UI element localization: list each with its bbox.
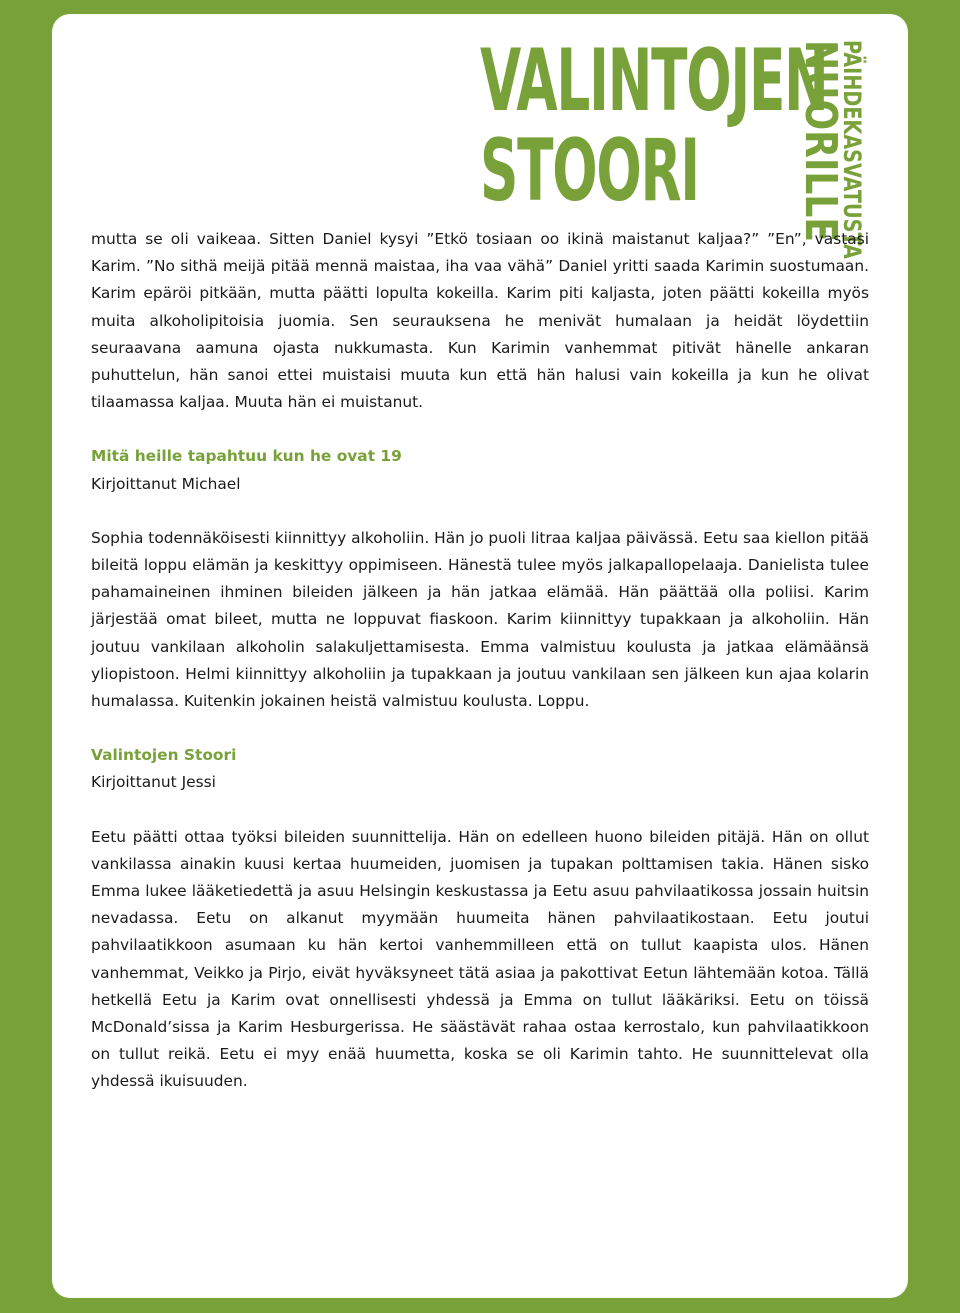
document-body — [91, 226, 869, 1096]
story2-title: Valintojen Stoori — [91, 746, 237, 765]
logo-vertical-nuorille: NUORILLE — [795, 40, 846, 243]
story1-title: Mitä heille tapahtuu kun he ovat 19 — [91, 447, 402, 466]
logo-vertical-paihdekasvatusta: PÄIHDEKASVATUSTA — [838, 40, 866, 259]
story1-author: Kirjoittanut Michael — [91, 474, 241, 493]
intro-paragraph: mutta se oli vaikeaa. Sitten Daniel kysyi ”Etkö tosiaan oo ikinä maistanut kaljaa?” ”En”, vastasi Karim. ”No sithä meijä pitää mennä maistaa, iha vaa vähä” Daniel yritti saada Karimin suostumaan. Karim epäröi pitkään, mutta päätti lopulta kokeilla. Karim piti kaljasta, joten päätti kokeilla myös muita alkoholipitoisia juomia. Sen seurauksena he menivät humalaan ja heidät löydettiin seuraavana aamuna ojasta nukkumasta. Kun Karimin vanhemmat pitivät hänelle ankaran puhuttelun, hän sanoi ettei muistaisi muuta kun että hän halusi vain kokeilla ja kun he olivat tilaamassa kaljaa. Muuta hän ei muistanut. — [91, 230, 869, 412]
section-spacer — [91, 416, 869, 443]
section-spacer — [91, 797, 869, 824]
logo-line-stoori: STOORI — [480, 121, 699, 221]
logo-line-valintojen: VALINTOJEN — [480, 31, 828, 131]
story1-paragraph: Sophia todennäköisesti kiinnittyy alkoholiin. Hän jo puoli litraa kaljaa päivässä. Eetu saa kiellon pitää bileitä loppu elämän ja keskittyy oppimiseen. Hänestä tulee myös jalkapallopelaaja. Danielista tulee pahamaineinen ihminen bileiden jälkeen ja hän jatkaa elämää. Hän päättää olla poliisi. Karim järjestää omat bileet, mutta ne loppuvat fiaskoon. Karim kiinnittyy tupakkaan ja alkoholiin. Hän joutuu vankilaan alkoholin salakuljettamisesta. Emma valmistuu koulusta ja jatkaa elämäänsä yliopistoon. Helmi kiinnittyy alkoholiin ja tupakkaan ja joutuu vankilaan sen jälkeen kun ajaa kolarin humalassa. Kuitenkin jokainen heistä valmistuu koulusta. Loppu. — [91, 528, 869, 711]
section-spacer — [91, 715, 869, 742]
valintojen-stoori-logo — [480, 31, 880, 259]
section-spacer — [91, 498, 869, 525]
story2-author: Kirjoittanut Jessi — [91, 773, 216, 792]
logo-wordmark — [480, 31, 828, 221]
story2-paragraph: Eetu päätti ottaa työksi bileiden suunnittelija. Hän on edelleen huono bileiden pitäjä. Hän on ollut vankilassa ainakin kuusi kertaa huumeiden, juomisen ja tupakan polttamisen takia. Hänen sisko Emma lukee lääketiedettä ja asuu Helsingin keskustassa ja Eetu asuu pahvilaatikossa jossain huitsin nevadassa. Eetu on alkanut myymään huumeita hänen pahvilaatikostaan. Eetu joutui pahvilaatikkoon asumaan ku hän kertoi vanhemmilleen että on tullut kaapista ulos. Hänen vanhemmat, Veikko ja Pirjo, eivät hyväksyneet tätä asiaa ja pakottivat Eetun lähtemään kotoa. Tällä hetkellä Eetu ja Karim ovat onnellisesti yhdessä ja Emma on tullut lääkäriksi. Eetu on töissä McDonald’sissa ja Karim Hesburgerissa. He säästävät rahaa ostaa kerrostalo, kun pahvilaatikkoon on tullut reikä. Eetu ei myy enää huumetta, koska se oli Karimin tahto. He suunnittelevat olla yhdessä ikuisuuden. — [91, 827, 869, 1091]
